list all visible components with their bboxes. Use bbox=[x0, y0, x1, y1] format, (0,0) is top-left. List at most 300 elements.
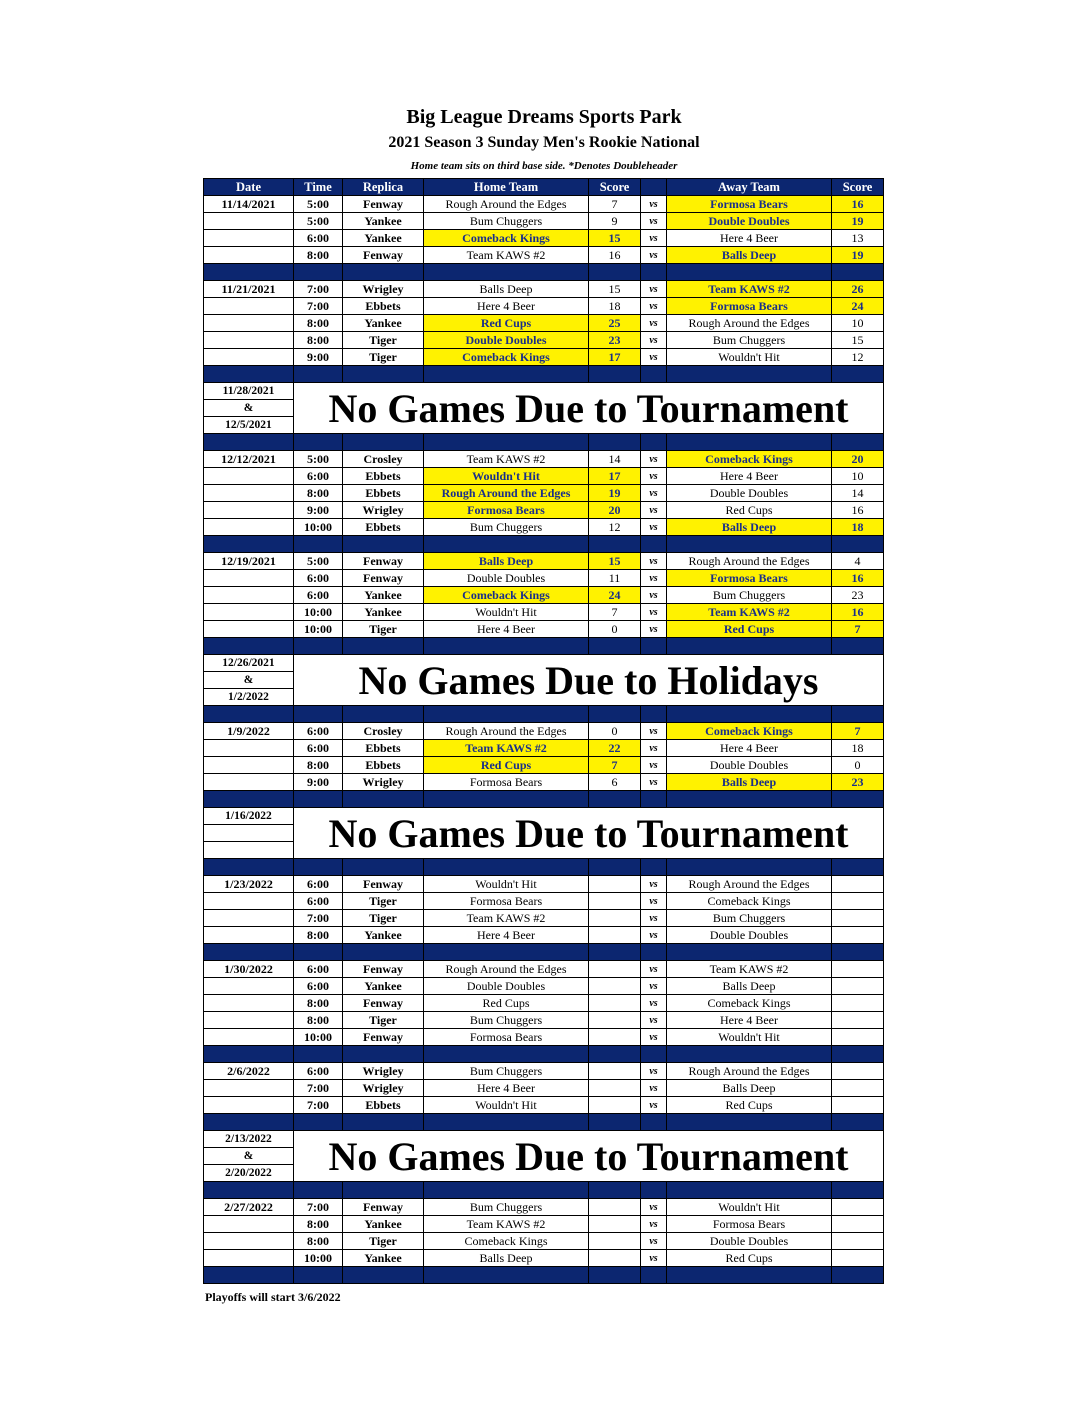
game-date: 2/27/2022 bbox=[204, 1199, 294, 1216]
game-field: Crosley bbox=[343, 451, 424, 468]
separator-cell bbox=[832, 434, 884, 451]
game-time: 6:00 bbox=[294, 570, 343, 587]
game-time: 6:00 bbox=[294, 893, 343, 910]
table-row bbox=[204, 553, 884, 570]
away-score: 19 bbox=[832, 213, 884, 230]
table-row bbox=[204, 298, 884, 315]
vs-label: vs bbox=[641, 502, 667, 519]
separator-row bbox=[204, 859, 884, 876]
away-team: Here 4 Beer bbox=[667, 230, 832, 247]
separator-cell bbox=[641, 264, 667, 281]
separator-cell bbox=[641, 944, 667, 961]
notice-text: No Games Due to Holidays bbox=[294, 655, 884, 706]
separator-cell bbox=[343, 944, 424, 961]
game-time: 7:00 bbox=[294, 298, 343, 315]
home-score bbox=[589, 910, 641, 927]
home-team: Bum Chuggers bbox=[424, 1199, 589, 1216]
away-score bbox=[832, 1080, 884, 1097]
separator-cell bbox=[589, 264, 641, 281]
game-date bbox=[204, 1233, 294, 1250]
home-team: Here 4 Beer bbox=[424, 621, 589, 638]
separator-cell bbox=[204, 1182, 294, 1199]
game-field: Fenway bbox=[343, 1199, 424, 1216]
away-team: Red Cups bbox=[667, 502, 832, 519]
away-score: 4 bbox=[832, 553, 884, 570]
away-score bbox=[832, 927, 884, 944]
separator-cell bbox=[343, 1046, 424, 1063]
home-team: Team KAWS #2 bbox=[424, 247, 589, 264]
game-time: 8:00 bbox=[294, 332, 343, 349]
table-row bbox=[204, 213, 884, 230]
notice-date bbox=[204, 825, 294, 842]
home-score bbox=[589, 1097, 641, 1114]
separator-cell bbox=[343, 264, 424, 281]
game-field: Tiger bbox=[343, 349, 424, 366]
game-date bbox=[204, 1250, 294, 1267]
table-row bbox=[204, 604, 884, 621]
away-team: Comeback Kings bbox=[667, 451, 832, 468]
away-team: Double Doubles bbox=[667, 757, 832, 774]
game-time: 5:00 bbox=[294, 451, 343, 468]
home-team: Rough Around the Edges bbox=[424, 485, 589, 502]
game-date: 11/21/2021 bbox=[204, 281, 294, 298]
game-time: 7:00 bbox=[294, 1080, 343, 1097]
game-time: 9:00 bbox=[294, 502, 343, 519]
away-team: Formosa Bears bbox=[667, 1216, 832, 1233]
table-row bbox=[204, 995, 884, 1012]
separator-cell bbox=[424, 434, 589, 451]
away-team: Team KAWS #2 bbox=[667, 281, 832, 298]
vs-label: vs bbox=[641, 910, 667, 927]
home-score bbox=[589, 978, 641, 995]
separator-cell bbox=[424, 1114, 589, 1131]
separator-cell bbox=[832, 706, 884, 723]
vs-label: vs bbox=[641, 349, 667, 366]
separator-cell bbox=[667, 1267, 832, 1284]
game-field: Wrigley bbox=[343, 281, 424, 298]
game-date: 12/12/2021 bbox=[204, 451, 294, 468]
game-field: Yankee bbox=[343, 604, 424, 621]
separator-cell bbox=[589, 859, 641, 876]
separator-cell bbox=[294, 859, 343, 876]
vs-label: vs bbox=[641, 332, 667, 349]
vs-label: vs bbox=[641, 757, 667, 774]
game-field: Tiger bbox=[343, 1233, 424, 1250]
separator-cell bbox=[832, 1182, 884, 1199]
vs-label: vs bbox=[641, 196, 667, 213]
game-field: Fenway bbox=[343, 1029, 424, 1046]
table-row bbox=[204, 468, 884, 485]
separator-cell bbox=[667, 791, 832, 808]
game-field: Wrigley bbox=[343, 502, 424, 519]
notice-date: 12/26/2021 bbox=[204, 655, 294, 672]
away-score: 23 bbox=[832, 774, 884, 791]
vs-label: vs bbox=[641, 230, 667, 247]
vs-label: vs bbox=[641, 1250, 667, 1267]
game-date bbox=[204, 349, 294, 366]
separator-cell bbox=[641, 638, 667, 655]
col-home-team: Home Team bbox=[424, 179, 589, 196]
game-time: 7:00 bbox=[294, 1097, 343, 1114]
game-time: 8:00 bbox=[294, 995, 343, 1012]
table-row bbox=[204, 230, 884, 247]
away-team: Rough Around the Edges bbox=[667, 315, 832, 332]
table-row bbox=[204, 927, 884, 944]
away-score: 10 bbox=[832, 468, 884, 485]
home-score bbox=[589, 1012, 641, 1029]
home-score bbox=[589, 961, 641, 978]
home-team: Double Doubles bbox=[424, 570, 589, 587]
table-row bbox=[204, 196, 884, 213]
separator-row bbox=[204, 791, 884, 808]
table-row bbox=[204, 315, 884, 332]
separator-cell bbox=[667, 536, 832, 553]
game-time: 10:00 bbox=[294, 1250, 343, 1267]
home-team: Wouldn't Hit bbox=[424, 876, 589, 893]
table-row bbox=[204, 774, 884, 791]
separator-row bbox=[204, 366, 884, 383]
separator-cell bbox=[667, 638, 832, 655]
col-away-team: Away Team bbox=[667, 179, 832, 196]
away-score: 18 bbox=[832, 740, 884, 757]
separator-cell bbox=[832, 859, 884, 876]
game-field: Fenway bbox=[343, 961, 424, 978]
game-time: 6:00 bbox=[294, 961, 343, 978]
separator-cell bbox=[294, 536, 343, 553]
separator-cell bbox=[294, 791, 343, 808]
game-time: 8:00 bbox=[294, 1233, 343, 1250]
separator-cell bbox=[641, 859, 667, 876]
separator-cell bbox=[424, 638, 589, 655]
game-field: Ebbets bbox=[343, 298, 424, 315]
separator-cell bbox=[343, 1114, 424, 1131]
notice-date: 12/5/2021 bbox=[204, 417, 294, 434]
game-date bbox=[204, 587, 294, 604]
separator-cell bbox=[641, 1182, 667, 1199]
home-team: Wouldn't Hit bbox=[424, 468, 589, 485]
game-time: 8:00 bbox=[294, 757, 343, 774]
home-score bbox=[589, 1063, 641, 1080]
away-score bbox=[832, 961, 884, 978]
separator-cell bbox=[589, 638, 641, 655]
game-field: Ebbets bbox=[343, 468, 424, 485]
table-row bbox=[204, 961, 884, 978]
vs-label: vs bbox=[641, 485, 667, 502]
away-team: Balls Deep bbox=[667, 247, 832, 264]
separator-cell bbox=[204, 1267, 294, 1284]
away-team: Red Cups bbox=[667, 1250, 832, 1267]
away-team: Rough Around the Edges bbox=[667, 876, 832, 893]
game-date bbox=[204, 519, 294, 536]
home-score bbox=[589, 1250, 641, 1267]
home-score: 12 bbox=[589, 519, 641, 536]
vs-label: vs bbox=[641, 927, 667, 944]
separator-cell bbox=[832, 366, 884, 383]
away-score bbox=[832, 978, 884, 995]
vs-label: vs bbox=[641, 1216, 667, 1233]
separator-cell bbox=[204, 706, 294, 723]
game-time: 5:00 bbox=[294, 553, 343, 570]
separator-cell bbox=[667, 1046, 832, 1063]
away-team: Double Doubles bbox=[667, 213, 832, 230]
game-date bbox=[204, 502, 294, 519]
table-row bbox=[204, 1216, 884, 1233]
notice-text: No Games Due to Tournament bbox=[294, 1131, 884, 1182]
home-team: Comeback Kings bbox=[424, 1233, 589, 1250]
game-date: 2/6/2022 bbox=[204, 1063, 294, 1080]
separator-row bbox=[204, 706, 884, 723]
away-team: Comeback Kings bbox=[667, 893, 832, 910]
separator-cell bbox=[343, 1182, 424, 1199]
vs-label: vs bbox=[641, 315, 667, 332]
separator-cell bbox=[424, 859, 589, 876]
away-score: 16 bbox=[832, 502, 884, 519]
table-row bbox=[204, 893, 884, 910]
game-date bbox=[204, 774, 294, 791]
game-field: Fenway bbox=[343, 553, 424, 570]
home-team: Balls Deep bbox=[424, 1250, 589, 1267]
table-row bbox=[204, 587, 884, 604]
game-date bbox=[204, 604, 294, 621]
away-team: Here 4 Beer bbox=[667, 1012, 832, 1029]
separator-cell bbox=[343, 706, 424, 723]
vs-label: vs bbox=[641, 1097, 667, 1114]
separator-cell bbox=[832, 1267, 884, 1284]
game-time: 6:00 bbox=[294, 876, 343, 893]
home-team: Formosa Bears bbox=[424, 502, 589, 519]
table-row bbox=[204, 519, 884, 536]
game-date: 11/14/2021 bbox=[204, 196, 294, 213]
away-team: Rough Around the Edges bbox=[667, 1063, 832, 1080]
notice-date: 1/16/2022 bbox=[204, 808, 294, 825]
game-date bbox=[204, 315, 294, 332]
game-date bbox=[204, 978, 294, 995]
game-time: 6:00 bbox=[294, 587, 343, 604]
game-date bbox=[204, 740, 294, 757]
game-time: 7:00 bbox=[294, 281, 343, 298]
separator-cell bbox=[832, 264, 884, 281]
game-field: Wrigley bbox=[343, 1063, 424, 1080]
game-date bbox=[204, 213, 294, 230]
separator-cell bbox=[641, 791, 667, 808]
separator-cell bbox=[294, 1046, 343, 1063]
home-score: 18 bbox=[589, 298, 641, 315]
away-score: 7 bbox=[832, 723, 884, 740]
separator-cell bbox=[667, 1182, 832, 1199]
table-row bbox=[204, 485, 884, 502]
away-team: Here 4 Beer bbox=[667, 740, 832, 757]
away-score bbox=[832, 1216, 884, 1233]
col-away-score: Score bbox=[832, 179, 884, 196]
game-date: 1/23/2022 bbox=[204, 876, 294, 893]
away-score: 16 bbox=[832, 570, 884, 587]
away-team: Team KAWS #2 bbox=[667, 961, 832, 978]
game-time: 6:00 bbox=[294, 740, 343, 757]
game-field: Yankee bbox=[343, 230, 424, 247]
game-field: Yankee bbox=[343, 1250, 424, 1267]
separator-cell bbox=[641, 1114, 667, 1131]
home-team: Comeback Kings bbox=[424, 587, 589, 604]
home-team: Rough Around the Edges bbox=[424, 961, 589, 978]
separator-row bbox=[204, 1114, 884, 1131]
separator-cell bbox=[204, 1114, 294, 1131]
table-row bbox=[204, 621, 884, 638]
home-team: Bum Chuggers bbox=[424, 213, 589, 230]
away-score: 10 bbox=[832, 315, 884, 332]
away-score: 16 bbox=[832, 196, 884, 213]
home-team: Team KAWS #2 bbox=[424, 910, 589, 927]
notice-row bbox=[204, 1131, 884, 1148]
away-team: Comeback Kings bbox=[667, 723, 832, 740]
game-date bbox=[204, 910, 294, 927]
separator-cell bbox=[294, 1267, 343, 1284]
page-subtitle: 2021 Season 3 Sunday Men's Rookie National bbox=[388, 134, 700, 151]
separator-cell bbox=[343, 536, 424, 553]
separator-row bbox=[204, 944, 884, 961]
separator-cell bbox=[343, 1267, 424, 1284]
game-field: Tiger bbox=[343, 910, 424, 927]
notice-date: 1/2/2022 bbox=[204, 689, 294, 706]
table-row bbox=[204, 570, 884, 587]
separator-cell bbox=[424, 791, 589, 808]
notice-row bbox=[204, 655, 884, 672]
home-team: Double Doubles bbox=[424, 978, 589, 995]
home-score: 15 bbox=[589, 230, 641, 247]
separator-cell bbox=[667, 944, 832, 961]
game-time: 5:00 bbox=[294, 196, 343, 213]
game-date bbox=[204, 230, 294, 247]
home-team: Red Cups bbox=[424, 995, 589, 1012]
separator-cell bbox=[641, 536, 667, 553]
home-score bbox=[589, 995, 641, 1012]
home-score: 11 bbox=[589, 570, 641, 587]
game-date bbox=[204, 1029, 294, 1046]
separator-cell bbox=[832, 1046, 884, 1063]
game-field: Yankee bbox=[343, 978, 424, 995]
game-date: 12/19/2021 bbox=[204, 553, 294, 570]
separator-row bbox=[204, 264, 884, 281]
separator-cell bbox=[589, 1182, 641, 1199]
away-team: Red Cups bbox=[667, 1097, 832, 1114]
separator-cell bbox=[589, 366, 641, 383]
home-score: 14 bbox=[589, 451, 641, 468]
vs-label: vs bbox=[641, 876, 667, 893]
vs-label: vs bbox=[641, 774, 667, 791]
separator-cell bbox=[589, 1267, 641, 1284]
separator-cell bbox=[589, 1114, 641, 1131]
separator-cell bbox=[641, 434, 667, 451]
away-score: 0 bbox=[832, 757, 884, 774]
game-field: Tiger bbox=[343, 621, 424, 638]
game-date bbox=[204, 995, 294, 1012]
away-team: Double Doubles bbox=[667, 1233, 832, 1250]
vs-label: vs bbox=[641, 281, 667, 298]
vs-label: vs bbox=[641, 604, 667, 621]
table-row bbox=[204, 740, 884, 757]
away-team: Rough Around the Edges bbox=[667, 553, 832, 570]
separator-cell bbox=[832, 638, 884, 655]
away-score bbox=[832, 1029, 884, 1046]
separator-cell bbox=[424, 944, 589, 961]
home-score: 7 bbox=[589, 196, 641, 213]
game-field: Crosley bbox=[343, 723, 424, 740]
separator-cell bbox=[424, 1046, 589, 1063]
home-score: 25 bbox=[589, 315, 641, 332]
separator-cell bbox=[424, 366, 589, 383]
game-date: 1/30/2022 bbox=[204, 961, 294, 978]
vs-label: vs bbox=[641, 213, 667, 230]
separator-cell bbox=[204, 1046, 294, 1063]
game-field: Fenway bbox=[343, 570, 424, 587]
separator-cell bbox=[343, 638, 424, 655]
table-row bbox=[204, 1063, 884, 1080]
separator-cell bbox=[589, 536, 641, 553]
away-score: 18 bbox=[832, 519, 884, 536]
separator-cell bbox=[589, 791, 641, 808]
notice-text: No Games Due to Tournament bbox=[294, 808, 884, 859]
vs-label: vs bbox=[641, 519, 667, 536]
game-time: 8:00 bbox=[294, 247, 343, 264]
home-score: 22 bbox=[589, 740, 641, 757]
notice-row bbox=[204, 383, 884, 400]
home-team: Balls Deep bbox=[424, 553, 589, 570]
separator-row bbox=[204, 536, 884, 553]
home-team: Team KAWS #2 bbox=[424, 1216, 589, 1233]
game-date bbox=[204, 247, 294, 264]
separator-cell bbox=[204, 264, 294, 281]
game-field: Yankee bbox=[343, 927, 424, 944]
home-score bbox=[589, 1199, 641, 1216]
separator-cell bbox=[204, 638, 294, 655]
separator-cell bbox=[424, 706, 589, 723]
home-team: Wouldn't Hit bbox=[424, 604, 589, 621]
game-date bbox=[204, 1216, 294, 1233]
game-time: 10:00 bbox=[294, 519, 343, 536]
vs-label: vs bbox=[641, 1233, 667, 1250]
game-date: 1/9/2022 bbox=[204, 723, 294, 740]
away-team: Here 4 Beer bbox=[667, 468, 832, 485]
separator-row bbox=[204, 1182, 884, 1199]
vs-label: vs bbox=[641, 621, 667, 638]
home-score: 20 bbox=[589, 502, 641, 519]
away-team: Team KAWS #2 bbox=[667, 604, 832, 621]
game-date bbox=[204, 332, 294, 349]
home-score: 15 bbox=[589, 281, 641, 298]
notice-row bbox=[204, 808, 884, 825]
game-date bbox=[204, 1097, 294, 1114]
home-score: 9 bbox=[589, 213, 641, 230]
game-date bbox=[204, 893, 294, 910]
notice-date: & bbox=[204, 672, 294, 689]
away-score bbox=[832, 995, 884, 1012]
game-field: Yankee bbox=[343, 1216, 424, 1233]
game-date bbox=[204, 927, 294, 944]
home-team: Rough Around the Edges bbox=[424, 196, 589, 213]
vs-label: vs bbox=[641, 740, 667, 757]
vs-label: vs bbox=[641, 451, 667, 468]
game-date bbox=[204, 1080, 294, 1097]
col-home-score: Score bbox=[589, 179, 641, 196]
game-field: Fenway bbox=[343, 995, 424, 1012]
separator-cell bbox=[641, 706, 667, 723]
home-score: 24 bbox=[589, 587, 641, 604]
separator-cell bbox=[424, 1182, 589, 1199]
separator-cell bbox=[667, 434, 832, 451]
game-field: Fenway bbox=[343, 196, 424, 213]
separator-cell bbox=[832, 1114, 884, 1131]
vs-label: vs bbox=[641, 893, 667, 910]
vs-label: vs bbox=[641, 468, 667, 485]
